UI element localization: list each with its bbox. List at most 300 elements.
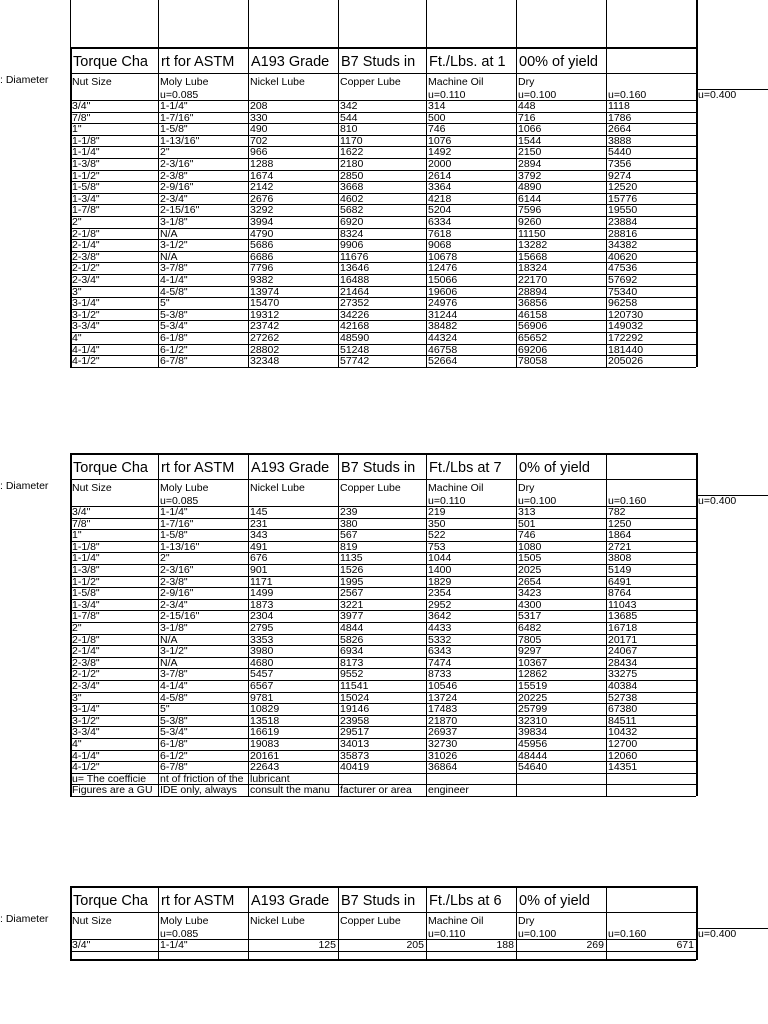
- table-row-line: [70, 123, 696, 124]
- table-row-line: [70, 518, 696, 519]
- nut-size-cell: 4": [72, 738, 82, 750]
- torque-value-cell: 901: [250, 564, 268, 576]
- torque-value-cell: 1-1/4": [160, 506, 188, 518]
- torque-value-cell: 57692: [608, 274, 638, 286]
- torque-value-cell: 1066: [518, 123, 542, 136]
- torque-value-cell: 13685: [608, 610, 638, 623]
- torque-value-cell: 28894: [518, 285, 548, 298]
- column-header: Copper Lube: [340, 76, 401, 88]
- column-line: [426, 886, 427, 960]
- table-row-line: [70, 587, 696, 588]
- section-title-segment: B7 Studs in: [341, 54, 416, 70]
- table-row-line: [70, 541, 696, 542]
- header-line: [696, 495, 768, 496]
- table-row-line: [70, 796, 696, 797]
- torque-value-cell: 39834: [518, 726, 548, 739]
- torque-value-cell: 5": [160, 703, 170, 716]
- torque-value-cell: 1076: [428, 134, 452, 147]
- torque-value-cell: 45956: [518, 738, 548, 750]
- torque-value-cell: 2721: [608, 540, 632, 553]
- torque-value-cell: 18324: [518, 262, 548, 275]
- torque-value-cell: 1170: [340, 134, 363, 147]
- torque-value-cell: 31026: [428, 749, 458, 762]
- torque-value-cell: 4844: [340, 622, 364, 634]
- torque-value-cell: 491: [250, 540, 268, 553]
- column-header: Nut Size: [72, 76, 112, 88]
- torque-value-cell: 13974: [250, 285, 280, 298]
- column-header: Nickel Lube: [250, 915, 305, 927]
- torque-value-cell: 1044: [428, 552, 452, 565]
- column-header: Machine Oil: [428, 76, 484, 88]
- torque-value-cell: 28802: [250, 343, 280, 356]
- column-line: [606, 453, 607, 796]
- torque-value-cell: 23742: [250, 320, 280, 333]
- torque-value-cell: 5826: [340, 633, 364, 646]
- column-header: Moly Lube: [160, 915, 209, 927]
- torque-value-cell: 3-1/2": [160, 239, 188, 252]
- coefficient-label: u=0.160: [608, 495, 647, 507]
- torque-value-cell: 16718: [608, 622, 638, 634]
- nut-size-cell: 3": [72, 691, 82, 704]
- torque-value-cell: 13646: [340, 262, 370, 275]
- torque-value-cell: 4-1/4": [160, 680, 188, 692]
- torque-value-cell: 24976: [428, 297, 458, 310]
- torque-value-cell: 3364: [428, 181, 452, 194]
- column-header: Moly Lube: [160, 76, 209, 88]
- torque-value-cell: 239: [340, 506, 358, 518]
- table-row-line: [70, 726, 696, 727]
- torque-value-cell: 205026: [608, 355, 644, 368]
- nut-size-cell: 2-1/8": [72, 227, 100, 240]
- torque-value-cell: 2025: [518, 564, 542, 576]
- torque-value-cell: 3994: [250, 216, 274, 228]
- torque-value-cell: 69206: [518, 343, 548, 356]
- torque-value-cell: 2952: [428, 598, 452, 611]
- torque-value-cell: 38482: [428, 320, 458, 333]
- column-header: Copper Lube: [340, 482, 401, 494]
- torque-value-cell: 2-3/4": [160, 192, 188, 205]
- torque-value-cell: 15470: [250, 297, 280, 310]
- torque-value-cell: 1250: [608, 517, 632, 530]
- nut-size-cell: 1-1/2": [72, 575, 100, 588]
- torque-value-cell: 2354: [428, 587, 452, 600]
- table-row-line: [70, 239, 696, 240]
- torque-value-cell: 1499: [250, 587, 274, 600]
- torque-value-cell: 3792: [518, 169, 542, 182]
- nut-size-cell: 2-3/8": [72, 656, 100, 669]
- torque-value-cell: 52664: [428, 355, 458, 368]
- header-line: [696, 89, 768, 90]
- torque-value-cell: 19146: [340, 703, 370, 716]
- diameter-label: : Diameter: [0, 913, 49, 925]
- torque-value-cell: 11676: [340, 250, 369, 263]
- torque-value-cell: 10432: [608, 726, 638, 739]
- torque-value-cell: 15668: [518, 250, 548, 263]
- table-row-line: [70, 680, 696, 681]
- nut-size-cell: 1-3/8": [72, 158, 100, 170]
- column-line: [158, 47, 159, 367]
- torque-value-cell: 8173: [340, 656, 364, 669]
- torque-value-cell: 1505: [518, 552, 542, 565]
- torque-value-cell: 676: [250, 552, 268, 565]
- nut-size-cell: 1-3/4": [72, 192, 100, 205]
- torque-value-cell: 10546: [428, 680, 458, 692]
- nut-size-cell: 3/4": [72, 100, 91, 112]
- torque-value-cell: 34382: [608, 239, 638, 252]
- torque-value-cell: 6-1/2": [160, 749, 188, 762]
- torque-value-cell: 1-5/8": [160, 123, 188, 136]
- torque-value-cell: 13724: [428, 691, 458, 704]
- section-title-segment: Torque Cha: [73, 54, 148, 70]
- torque-value-cell: 2150: [518, 146, 542, 159]
- torque-value-cell: 57742: [340, 355, 370, 368]
- torque-value-cell: 5317: [518, 610, 542, 623]
- footnote-text: IDE only, always: [160, 784, 237, 797]
- torque-value-cell: 34013: [340, 738, 370, 750]
- footnote-text: lubricant: [250, 772, 290, 785]
- grid-line: [696, 0, 698, 47]
- torque-value-cell: 3221: [340, 598, 364, 611]
- table-row-line: [70, 286, 696, 287]
- column-header: Nut Size: [72, 482, 112, 494]
- torque-value-cell: 1526: [340, 564, 364, 576]
- header-line: [70, 912, 696, 913]
- torque-value-cell: 2654: [518, 575, 542, 588]
- table-row-line: [70, 703, 696, 704]
- torque-value-cell: 1-7/16": [160, 111, 194, 124]
- torque-value-cell: 125: [318, 939, 336, 951]
- column-line: [696, 912, 697, 960]
- torque-value-cell: 9274: [608, 169, 632, 182]
- torque-value-cell: 2795: [250, 622, 274, 634]
- torque-value-cell: 32348: [250, 355, 280, 368]
- nut-size-cell: 4-1/2": [72, 761, 100, 774]
- nut-size-cell: 4": [72, 332, 82, 344]
- torque-value-cell: 3980: [250, 645, 274, 658]
- torque-value-cell: 1544: [518, 134, 542, 147]
- nut-size-cell: 1-3/4": [72, 598, 100, 611]
- torque-value-cell: 29517: [340, 726, 370, 739]
- torque-value-cell: 782: [608, 506, 626, 518]
- table-row-line: [70, 344, 696, 345]
- section-title-segment: 00% of yield: [519, 54, 598, 70]
- torque-value-cell: 65652: [518, 332, 548, 344]
- torque-value-cell: 746: [428, 123, 446, 136]
- column-header: Dry: [518, 915, 535, 927]
- torque-value-cell: 24067: [608, 645, 638, 658]
- column-line: [516, 886, 517, 960]
- torque-value-cell: 1829: [428, 575, 452, 588]
- column-header: Dry: [518, 76, 535, 88]
- torque-value-cell: 2-3/16": [160, 564, 194, 576]
- diameter-label: : Diameter: [0, 480, 49, 492]
- torque-value-cell: 746: [518, 529, 536, 542]
- footnote-text: facturer or area: [340, 784, 412, 797]
- torque-value-cell: 32310: [518, 714, 548, 727]
- column-line: [70, 47, 72, 367]
- torque-value-cell: 12700: [608, 738, 638, 750]
- nut-size-cell: 2-1/2": [72, 668, 100, 681]
- torque-value-cell: 16488: [340, 274, 370, 286]
- torque-value-cell: 500: [428, 111, 446, 124]
- torque-value-cell: 1-1/4": [160, 939, 188, 951]
- table-row-line: [70, 610, 696, 611]
- torque-value-cell: 2-3/4": [160, 598, 188, 611]
- torque-value-cell: 2-9/16": [160, 181, 194, 194]
- torque-value-cell: 2-15/16": [160, 610, 200, 623]
- torque-value-cell: 753: [428, 540, 446, 553]
- torque-value-cell: 28816: [608, 227, 638, 240]
- torque-value-cell: 5-3/8": [160, 714, 188, 727]
- torque-value-cell: 3977: [340, 610, 364, 623]
- torque-value-cell: 6334: [428, 216, 452, 228]
- torque-value-cell: 5-3/8": [160, 308, 188, 321]
- torque-value-cell: 1-5/8": [160, 529, 188, 542]
- torque-value-cell: 75340: [608, 285, 638, 298]
- torque-value-cell: 4-5/8": [160, 285, 188, 298]
- header-line: [696, 928, 768, 929]
- torque-value-cell: 4-5/8": [160, 691, 188, 704]
- coefficient-label: u=0.085: [160, 89, 199, 101]
- torque-value-cell: 3-1/8": [160, 622, 188, 634]
- coefficient-label: u=0.400: [698, 495, 737, 507]
- torque-value-cell: 3888: [608, 134, 632, 147]
- torque-value-cell: 36864: [428, 761, 458, 774]
- column-line: [516, 453, 517, 796]
- torque-value-cell: 343: [250, 529, 268, 542]
- torque-value-cell: 2000: [428, 158, 452, 170]
- torque-value-cell: 2567: [340, 587, 364, 600]
- torque-value-cell: 810: [340, 123, 358, 136]
- torque-value-cell: 28434: [608, 656, 638, 669]
- torque-value-cell: 27262: [250, 332, 280, 344]
- torque-value-cell: 10678: [428, 250, 458, 263]
- torque-value-cell: 7356: [608, 158, 632, 170]
- section-top-line: [70, 47, 696, 49]
- torque-value-cell: 231: [250, 517, 268, 530]
- torque-value-cell: 56906: [518, 320, 548, 333]
- torque-value-cell: 19606: [428, 285, 458, 298]
- torque-value-cell: 269: [586, 939, 604, 951]
- torque-value-cell: 67380: [608, 703, 638, 716]
- nut-size-cell: 2": [72, 216, 82, 228]
- column-header: Dry: [518, 482, 535, 494]
- torque-value-cell: 4300: [518, 598, 542, 611]
- torque-value-cell: 6491: [608, 575, 632, 588]
- column-line: [248, 886, 249, 960]
- torque-value-cell: 13282: [518, 239, 548, 252]
- torque-value-cell: 3423: [518, 587, 542, 600]
- torque-value-cell: 7596: [518, 204, 542, 217]
- section-title-segment: rt for ASTM: [161, 54, 235, 70]
- nut-size-cell: 1-5/8": [72, 587, 100, 600]
- torque-value-cell: 1-1/4": [160, 100, 188, 112]
- table-row-line: [70, 170, 696, 171]
- header-line: [70, 73, 696, 74]
- torque-value-cell: 9260: [518, 216, 542, 228]
- torque-value-cell: 22170: [518, 274, 548, 286]
- torque-value-cell: 46158: [518, 308, 548, 321]
- torque-value-cell: 219: [428, 506, 446, 518]
- nut-size-cell: 2-1/8": [72, 633, 100, 646]
- torque-value-cell: 19083: [250, 738, 280, 750]
- column-header: Nickel Lube: [250, 76, 305, 88]
- torque-value-cell: 1786: [608, 111, 632, 124]
- torque-value-cell: 44324: [428, 332, 458, 344]
- torque-value-cell: 21870: [428, 714, 458, 727]
- section-top-line: [70, 886, 696, 888]
- torque-value-cell: 16619: [250, 726, 280, 739]
- torque-value-cell: 13518: [250, 714, 280, 727]
- torque-value-cell: 12520: [608, 181, 638, 194]
- torque-value-cell: 5-3/4": [160, 320, 188, 333]
- torque-value-cell: 1-13/16": [160, 134, 200, 147]
- nut-size-cell: 3/4": [72, 939, 91, 951]
- table-row-line: [70, 529, 696, 530]
- torque-value-cell: 84511: [608, 714, 637, 727]
- torque-value-cell: 2142: [250, 181, 274, 194]
- torque-value-cell: 35873: [340, 749, 370, 762]
- table-row-line: [70, 738, 696, 739]
- torque-value-cell: 3808: [608, 552, 632, 565]
- torque-value-cell: 7474: [428, 656, 452, 669]
- column-header: Moly Lube: [160, 482, 209, 494]
- footnote-text: u= The coefficie: [72, 772, 147, 785]
- table-row-line: [70, 332, 696, 333]
- table-row-line: [70, 599, 696, 600]
- column-header: Copper Lube: [340, 915, 401, 927]
- torque-value-cell: 5": [160, 297, 170, 310]
- table-row-line: [70, 204, 696, 205]
- nut-size-cell: 1-1/4": [72, 552, 100, 565]
- torque-value-cell: 350: [428, 517, 446, 530]
- section-title-segment: B7 Studs in: [341, 893, 416, 909]
- torque-value-cell: 3292: [250, 204, 274, 217]
- nut-size-cell: 4-1/4": [72, 749, 100, 762]
- torque-value-cell: 12862: [518, 668, 548, 681]
- nut-size-cell: 3/4": [72, 506, 91, 518]
- nut-size-cell: 3-1/2": [72, 714, 100, 727]
- table-row-line: [70, 251, 696, 252]
- section-title-segment: B7 Studs in: [341, 460, 416, 476]
- torque-value-cell: 567: [340, 529, 358, 542]
- torque-value-cell: 22643: [250, 761, 280, 774]
- column-line: [606, 886, 607, 960]
- coefficient-label: u=0.100: [518, 495, 557, 507]
- torque-value-cell: 6686: [250, 250, 274, 263]
- torque-value-cell: 40419: [340, 761, 370, 774]
- torque-value-cell: 10367: [518, 656, 548, 669]
- torque-value-cell: 1288: [250, 158, 274, 170]
- table-row-line: [70, 951, 696, 952]
- torque-value-cell: 4602: [340, 192, 364, 205]
- grid-line: [248, 0, 249, 47]
- column-line: [158, 453, 159, 796]
- nut-size-cell: 1-1/2": [72, 169, 100, 182]
- table-row-line: [70, 761, 696, 762]
- torque-value-cell: 31244: [428, 308, 458, 321]
- torque-value-cell: 2-3/16": [160, 158, 194, 170]
- torque-value-cell: 25799: [518, 703, 548, 716]
- table-row-line: [70, 100, 696, 101]
- column-line: [426, 453, 427, 796]
- torque-value-cell: 819: [340, 540, 358, 553]
- torque-value-cell: 1622: [340, 146, 364, 159]
- torque-value-cell: 5682: [340, 204, 364, 217]
- torque-value-cell: 20171: [608, 633, 638, 646]
- table-row-line: [70, 657, 696, 658]
- table-row-line: [70, 939, 696, 940]
- torque-value-cell: 2-9/16": [160, 587, 194, 600]
- torque-value-cell: 1171: [250, 575, 273, 588]
- coefficient-label: u=0.110: [428, 928, 466, 940]
- nut-size-cell: 1-5/8": [72, 181, 100, 194]
- coefficient-label: u=0.100: [518, 928, 557, 940]
- torque-value-cell: 181440: [608, 343, 644, 356]
- torque-value-cell: 313: [518, 506, 536, 518]
- footnote-text: consult the manu: [250, 784, 330, 797]
- nut-size-cell: 2": [72, 622, 82, 634]
- table-row-line: [70, 262, 696, 263]
- torque-value-cell: 19550: [608, 204, 638, 217]
- torque-value-cell: 2-3/8": [160, 169, 188, 182]
- torque-value-cell: N/A: [160, 250, 178, 263]
- nut-size-cell: 7/8": [72, 111, 91, 124]
- nut-size-cell: 1-7/8": [72, 610, 100, 623]
- torque-value-cell: 52738: [608, 691, 638, 704]
- torque-value-cell: 9068: [428, 239, 452, 252]
- coefficient-label: u=0.160: [608, 89, 647, 101]
- table-row-line: [70, 320, 696, 321]
- torque-value-cell: 172292: [608, 332, 644, 344]
- column-line: [158, 886, 159, 960]
- torque-value-cell: 11043: [608, 598, 637, 611]
- table-row-line: [70, 634, 696, 635]
- column-line: [248, 453, 249, 796]
- torque-value-cell: 1135: [340, 552, 363, 565]
- coefficient-label: u=0.085: [160, 495, 199, 507]
- torque-value-cell: 19312: [250, 308, 280, 321]
- torque-value-cell: 17483: [428, 703, 458, 716]
- torque-value-cell: 48444: [518, 749, 548, 762]
- torque-value-cell: 205: [406, 939, 424, 951]
- torque-value-cell: 3642: [428, 610, 452, 623]
- torque-value-cell: 48590: [340, 332, 370, 344]
- torque-value-cell: 330: [250, 111, 268, 124]
- torque-value-cell: 2": [160, 146, 170, 159]
- coefficient-label: u=0.085: [160, 928, 199, 940]
- torque-value-cell: 46758: [428, 343, 458, 356]
- torque-value-cell: 2304: [250, 610, 274, 623]
- torque-value-cell: 8764: [608, 587, 632, 600]
- torque-value-cell: 6-1/8": [160, 332, 188, 344]
- torque-value-cell: 544: [340, 111, 358, 124]
- torque-value-cell: 5149: [608, 564, 632, 576]
- torque-value-cell: 671: [676, 939, 694, 951]
- column-line: [70, 453, 72, 796]
- torque-value-cell: 2850: [340, 169, 364, 182]
- torque-value-cell: 6343: [428, 645, 452, 658]
- section-title-segment: 0% of yield: [519, 893, 590, 909]
- coefficient-label: u=0.400: [698, 89, 737, 101]
- table-row-line: [70, 158, 696, 159]
- torque-value-cell: 120730: [608, 308, 644, 321]
- table-row-line: [70, 506, 696, 507]
- torque-value-cell: 9552: [340, 668, 364, 681]
- torque-value-cell: 2180: [340, 158, 364, 170]
- column-line: [696, 73, 697, 367]
- torque-value-cell: 33275: [608, 668, 638, 681]
